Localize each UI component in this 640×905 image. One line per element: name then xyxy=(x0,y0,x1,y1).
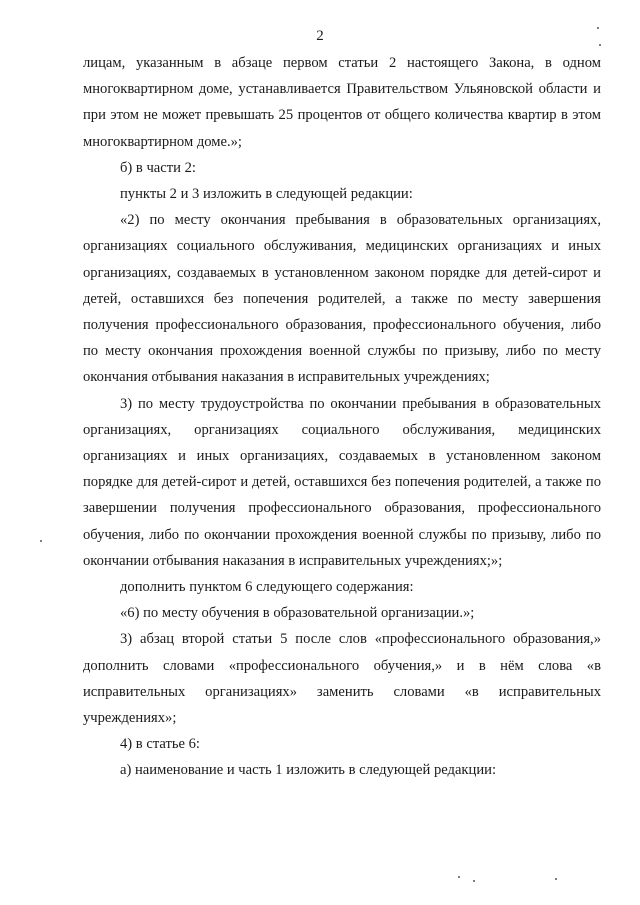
scan-speck xyxy=(40,540,42,542)
scan-speck xyxy=(473,880,475,882)
paragraph-points-2-3-intro: пункты 2 и 3 изложить в следующей редакции: xyxy=(120,186,413,203)
paragraph-subpoint-b: б) в части 2: xyxy=(120,159,196,176)
paragraph-point-6: «6) по месту обучения в образовательной организации.»; xyxy=(120,605,475,622)
paragraph-point-3: 3) по месту трудоустройства по окончании пребывания в образовательных организациях, организациях социального обслуживания, медицинских организациях и иных организациях, создаваемых в установленном законом порядке для детей-сирот и детей, оставшихся без попечения родителей, а также по завершении получения профессионального образования, профессионального обучения, либо по окончании прохождения военной службы по призыву, либо по окончании отбывания наказания в исправительных учреждениях;»; xyxy=(83,395,601,569)
paragraph-item-4: 4) в статье 6: xyxy=(120,736,200,753)
paragraph-continuation: лицам, указанным в абзаце первом статьи 2 настоящего Закона, в одном многоквартирном доме, устанавливается Правительством Ульяновской области и при этом не может превышать 25 процентов от общего количества квартир в этом многоквартирном доме.»; xyxy=(83,55,601,150)
scan-speck xyxy=(599,44,601,46)
paragraph-item-3: 3) абзац второй статьи 5 после слов «профессионального образования,» дополнить словами «профессионального обучения,» и в нём слова «в исправительных организациях» заменить словами «в исправительных учреждениях»; xyxy=(83,631,601,727)
scan-speck xyxy=(555,878,557,880)
scan-speck xyxy=(597,27,599,29)
document-body xyxy=(83,50,601,784)
scan-speck xyxy=(458,876,460,878)
paragraph-point-2: «2) по месту окончания пребывания в образовательных организациях, организациях социального обслуживания, медицинских организациях и иных организациях, создаваемых в установленном законом порядке для детей-сирот и детей, оставшихся без попечения родителей, а также по месту завершения получения профессионального образования, профессионального обучения, либо по месту окончания прохождения военной службы по призыву, либо по месту окончания отбывания наказания в исправительных учреждениях; xyxy=(83,212,601,386)
paragraph-add-point-6-intro: дополнить пунктом 6 следующего содержания: xyxy=(120,579,414,596)
page-number: 2 xyxy=(316,28,324,44)
paragraph-subpoint-a: а) наименование и часть 1 изложить в следующей редакции: xyxy=(120,762,497,779)
